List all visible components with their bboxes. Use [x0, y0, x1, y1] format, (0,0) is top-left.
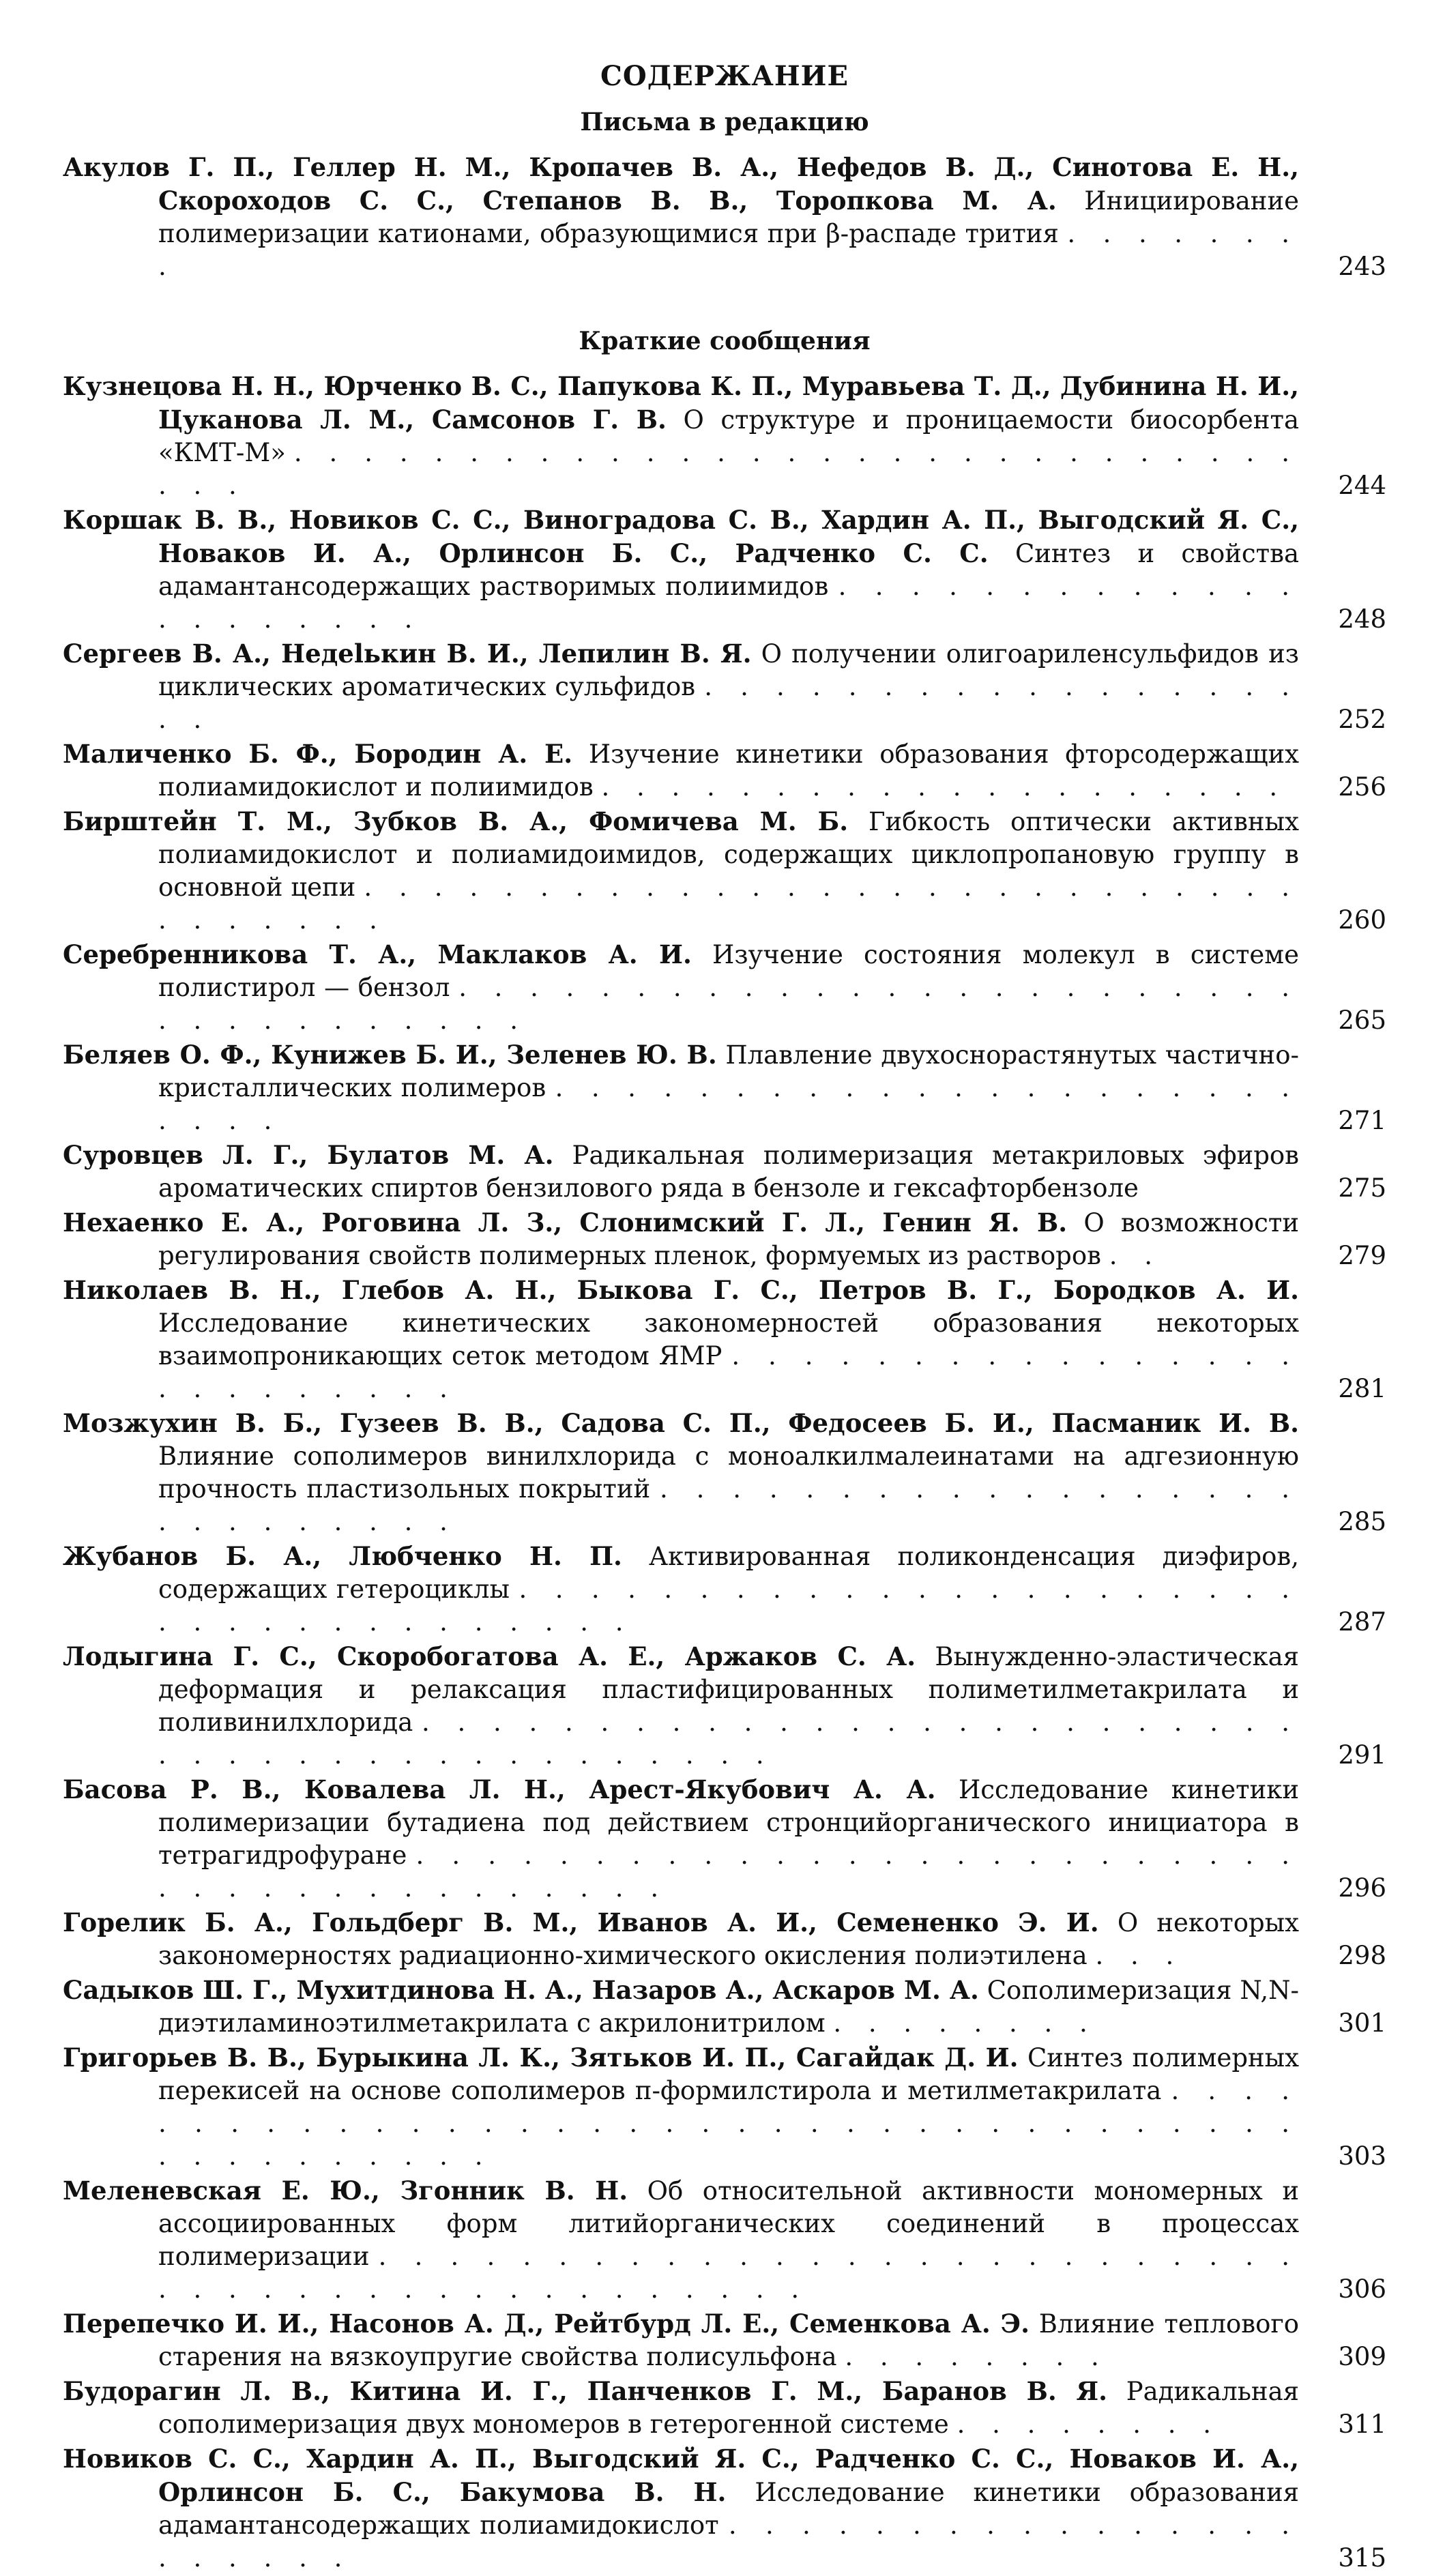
entry-authors: Серебренникова Т. А., Маклаков А. И. [63, 939, 692, 970]
page-number: 303 [1338, 2141, 1386, 2171]
toc-list [63, 370, 1386, 2575]
page-number: 285 [1338, 1507, 1386, 1537]
entry-authors: Акулов Г. П., Геллер Н. М., Кропачев В. А., Нефедов В. Д., Синотова Е. Н., Скороходов С. С., Степанов В. В., Торопкова М. А. [63, 152, 1299, 216]
entry-authors: Лодыгина Г. С., Скоробогатова А. Е., Аржаков С. А. [63, 1641, 916, 1672]
page-number: 244 [1338, 471, 1386, 501]
toc-entry[interactable] [63, 1206, 1386, 1272]
entry-title: Плавление двухоснорастянутых частично-кристаллических полимеров [158, 1040, 1299, 1103]
entry-title: Изучение состояния молекул в системе полистирол — бензол [158, 940, 1299, 1003]
entry-title: Гибкость оптически активных полиамидокислот и полиамидоимидов, содержащих циклопропановую группу в основной цепи [158, 807, 1299, 903]
dot-leader: . . [1109, 1241, 1163, 1271]
entry-title: О некоторых закономерностях радиационно-химического окисления полиэтилена [158, 1908, 1299, 1971]
page-number: 252 [1338, 705, 1386, 735]
toc-entry[interactable] [63, 1906, 1386, 1972]
entry-title: Влияние сополимеров винилхлорида с моноалкилмалеинатами на адгезионную прочность пластизольных покрытий [158, 1441, 1299, 1504]
page-number: 248 [1338, 604, 1386, 634]
entry-title: Радикальная полимеризация метакриловых эфиров ароматических спиртов бензилового ряда в бензоле и гексафторбензоле [158, 1141, 1299, 1203]
page-number: 256 [1338, 772, 1386, 802]
page-title: СОДЕРЖАНИЕ [600, 60, 849, 92]
toc-entry[interactable] [63, 1407, 1386, 1538]
entry-authors: Григорьев В. В., Бурыкина Л. К., Зятьков И. П., Сагайдак Д. И. [63, 2043, 1019, 2073]
toc-entry-text [63, 370, 1299, 502]
toc-entry[interactable] [63, 1274, 1386, 1405]
toc-entry-text [63, 1773, 1299, 1905]
page-number: 279 [1338, 1241, 1386, 1271]
toc-entry[interactable] [63, 2442, 1386, 2575]
dot-leader: . . . . . . . . . . . . . . . . . . . . . . . . . [158, 1073, 1299, 1136]
entry-authors: Садыков Ш. Г., Мухитдинова Н. А., Назаров А., Аскаров М. А. [63, 1975, 979, 2006]
dot-leader: . . . . . . . . . . . . . . . . . . . . . . . . . . . . . . . . [158, 438, 1299, 501]
dot-leader: . . . . . . . . . . . . . . . . . . . . . . . . . . . . . . . . . . . [158, 973, 1299, 1036]
entry-authors: Бирштейн Т. М., Зубков В. А., Фомичева М. Б. [63, 806, 849, 837]
dot-leader: . . . . . . . . [833, 2008, 1097, 2038]
dot-leader: . . . . . . . . . . . . . . . . . . . . . . . . . [158, 1341, 1299, 1404]
toc-entry[interactable] [63, 1640, 1386, 1772]
section-letters [63, 108, 1386, 283]
page-number: 306 [1338, 2274, 1386, 2304]
toc-entry-text [63, 737, 1299, 804]
toc-entry[interactable] [63, 737, 1386, 804]
toc-entry-text [63, 2442, 1299, 2575]
toc-entry[interactable] [63, 1038, 1386, 1137]
page-number: 243 [1338, 252, 1386, 282]
entry-title: Влияние теплового старения на вязкоупругие свойства полисульфона [158, 2309, 1300, 2372]
dot-leader: . . . . . . . . . . . . . . . . . . . . . . . . . . . . . . . . . . . . . . . . . . . . . . [158, 2076, 1299, 2171]
toc-entry-text [63, 2375, 1299, 2441]
toc-entry-text [63, 1274, 1299, 1405]
dot-leader: . . . . . . . . . . . . . . . . . . . . . . . . . . . . . . . . . . . . . . . . . . . [158, 1708, 1299, 1770]
entry-title: О структуре и проницаемости биосорбента «КМТ-М» [158, 405, 1300, 468]
dot-leader: . . . . . . . . . . . . . . . . . . . . . . . . . . . [158, 1474, 1299, 1537]
dot-leader: . . . . . . . . . . . . . . . . . . . [158, 672, 1300, 735]
toc-entry[interactable] [63, 2041, 1386, 2173]
page-number: 287 [1338, 1607, 1386, 1637]
entry-title: Синтез полимерных перекисей на основе сополимеров п-формилстирола и метилметакрилата [158, 2043, 1299, 2106]
entry-title: Радикальная сополимеризация двух мономеров в гетерогенной системе [158, 2377, 1299, 2440]
entry-title: Исследование кинетических закономерностей образования некоторых взаимопроникающих сеток методом ЯМР [158, 1308, 1299, 1371]
entry-title: О получении олигоариленсульфидов из циклических ароматических сульфидов [158, 639, 1299, 702]
toc-entry-text [63, 805, 1299, 937]
entry-authors: Жубанов Б. А., Любченко Н. П. [63, 1541, 622, 1572]
entry-authors: Басова Р. В., Ковалева Л. Н., Арест-Якубович А. А. [63, 1774, 936, 1805]
section-short-communications [63, 327, 1386, 2575]
entry-title: Синтез и свойства адамантансодержащих растворимых полиимидов [158, 539, 1300, 602]
toc-entry-text [63, 151, 1299, 283]
section-heading: Краткие сообщения [579, 327, 871, 356]
toc-entry-text [63, 2041, 1299, 2173]
entry-authors: Меленевская Е. Ю., Згонник В. Н. [63, 2176, 628, 2206]
dot-leader: . . . . . . . . . . . . . . . . . . . . . . [158, 2511, 1299, 2573]
entry-title: Изучение кинетики образования фторсодержащих полиамидокислот и полиимидов [158, 740, 1300, 802]
toc-entry-text [63, 1640, 1299, 1772]
toc-entry[interactable] [63, 938, 1386, 1037]
toc-entry-text [63, 2174, 1299, 2306]
entry-authors: Маличенко Б. Ф., Бородин А. Е. [63, 739, 573, 770]
toc-entry-text [63, 938, 1299, 1037]
table-of-contents-page [63, 60, 1386, 2576]
toc-entry[interactable] [63, 1773, 1386, 1905]
dot-leader: . . . . . . . . [957, 2410, 1221, 2440]
entry-authors: Перепечко И. И., Насонов А. Д., Рейтбурд Л. Е., Семенкова А. Э. [63, 2309, 1030, 2339]
entry-authors: Горелик Б. А., Гольдберг В. М., Иванов А. И., Семененко Э. И. [63, 1907, 1099, 1938]
entry-title: Исследование кинетики полимеризации бутадиена под действием стронцийорганического инициатора в тетрагидрофуране [158, 1775, 1300, 1871]
toc-entry-text [63, 1038, 1299, 1137]
page-number: 296 [1338, 1873, 1386, 1903]
entry-authors: Коршак В. В., Новиков С. С., Виноградова С. В., Хардин А. П., Выгодский Я. С., Новаков И. А., Орлинсон Б. С., Радченко С. С. [63, 505, 1299, 569]
page-number: 260 [1338, 905, 1386, 935]
entry-title: Об относительной активности мономерных и ассоциированных форм литийорганических соединений в процессах полимеризации [158, 2176, 1299, 2272]
page-number: 301 [1338, 2008, 1386, 2038]
toc-entry-text [63, 1974, 1299, 2040]
toc-entry-text [63, 2307, 1299, 2373]
toc-entry[interactable] [63, 1139, 1386, 1205]
dot-leader: . . . . . . . . [158, 219, 1299, 282]
page-number: 315 [1338, 2543, 1386, 2573]
toc-entry-text [63, 1540, 1299, 1639]
entry-authors: Суровцев Л. Г., Булатов М. А. [63, 1140, 554, 1171]
entry-title: Инициирование полимеризации катионами, образующимися при β-распаде трития [158, 186, 1300, 249]
section-heading: Письма в редакцию [580, 108, 869, 136]
entry-authors: Сергеев В. А., Недelькин В. И., Лепилин В. Я. [63, 639, 752, 669]
dot-leader: . . . . . . . . . . . . . . . . . . . . . . . . . . . . . . . . . . . . . . . . [158, 1841, 1299, 1903]
entry-title: Вынужденно-эластическая деформация и релаксация пластифицированных полиметилметакрилата и поливинилхлорида [158, 1642, 1299, 1738]
page-number: 265 [1338, 1006, 1386, 1036]
toc-entry[interactable] [63, 2174, 1386, 2306]
dot-leader: . . . . . . . . . . . . . . . . . . . . . . . . . . . . . . . . . . . . [158, 1575, 1299, 1637]
toc-entry-text [63, 1206, 1299, 1272]
dot-leader: . . . . . . . . . . . . . . . . . . . . . . . . . . . . . . . . . . [158, 873, 1299, 935]
entry-authors: Нехаенко Е. А., Роговина Л. З., Слонимский Г. Л., Генин Я. В. [63, 1208, 1068, 1238]
toc-entry[interactable] [63, 805, 1386, 937]
dot-leader: . . . [1095, 1941, 1184, 1971]
toc-entry[interactable] [63, 370, 1386, 502]
page-number: 298 [1338, 1941, 1386, 1971]
entry-authors: Николаев В. Н., Глебов А. Н., Быкова Г. С., Петров В. Г., Бородков А. И. [63, 1275, 1299, 1306]
dot-leader: . . . . . . . . [845, 2342, 1109, 2372]
toc-entry[interactable] [63, 2307, 1386, 2373]
toc-entry[interactable] [63, 151, 1386, 283]
page-number: 311 [1338, 2410, 1386, 2440]
entry-title: О возможности регулирования свойств полимерных пленок, формуемых из растворов [158, 1208, 1300, 1271]
page-number: 309 [1338, 2342, 1386, 2372]
dot-leader: . . . . . . . . . . . . . . . . . . . . . [158, 572, 1300, 634]
entry-title: Активированная поликонденсация диэфиров, содержащих гетероциклы [158, 1542, 1299, 1605]
toc-entry-text [63, 637, 1299, 736]
entry-title: Сополимеризация N,N-диэтиламиноэтилметакрилата с акрилонитрилом [158, 1976, 1300, 2038]
entry-authors: Будорагин Л. В., Китина И. Г., Панченков Г. М., Баранов В. Я. [63, 2376, 1108, 2407]
entry-authors: Кузнецова Н. Н., Юрченко В. С., Папукова К. П., Муравьева Т. Д., Дубинина Н. И., Цуканова Л. М., Самсонов Г. В. [63, 371, 1299, 435]
dot-leader: . . . . . . . . . . . . . . . . . . . . . . . . . . . . . . . . . . . . . . . . . . . . . [158, 2242, 1299, 2304]
page-number: 271 [1338, 1106, 1386, 1136]
toc-entry-text [63, 503, 1299, 636]
toc-entry[interactable] [63, 2375, 1386, 2441]
toc-entry[interactable] [63, 637, 1386, 736]
toc-entry[interactable] [63, 503, 1386, 636]
page-number: 291 [1338, 1740, 1386, 1770]
dot-leader: . . . . . . . . . . . . . . . . . . . . [601, 772, 1287, 802]
page-number: 275 [1338, 1173, 1386, 1203]
toc-list [63, 151, 1386, 283]
entry-authors: Мозжухин В. Б., Гузеев В. В., Садова С. П., Федосеев Б. И., Пасманик И. В. [63, 1408, 1299, 1439]
toc-entry[interactable] [63, 1974, 1386, 2040]
entry-title: Исследование кинетики образования адамантансодержащих полиамидокислот [158, 2478, 1299, 2541]
toc-entry-text [63, 1139, 1299, 1205]
toc-entry-text [63, 1906, 1299, 1972]
toc-entry-text [63, 1407, 1299, 1538]
entry-authors: Новиков С. С., Хардин А. П., Выгодский Я. С., Радченко С. С., Новаков И. А., Орлинсон Б. С., Бакумова В. Н. [63, 2444, 1299, 2508]
page-number: 281 [1338, 1374, 1386, 1404]
toc-entry[interactable] [63, 1540, 1386, 1639]
entry-authors: Беляев О. Ф., Кунижев Б. И., Зеленев Ю. В. [63, 1040, 717, 1070]
